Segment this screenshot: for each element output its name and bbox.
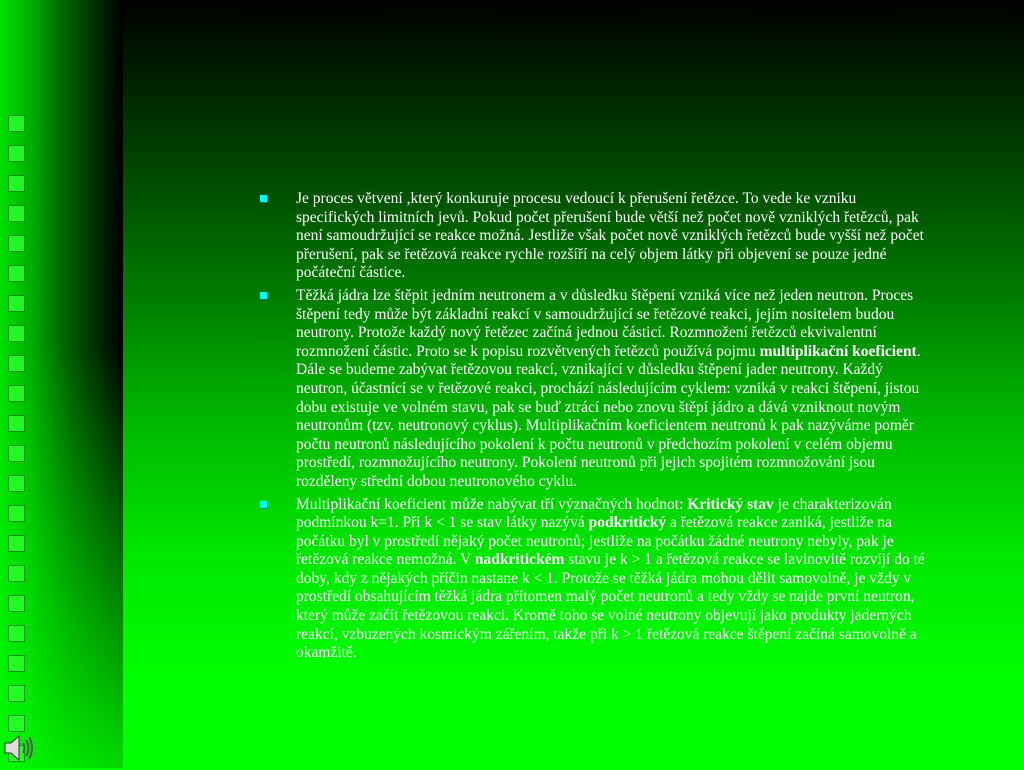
film-square [8, 265, 25, 282]
film-square [8, 175, 25, 192]
film-square [8, 325, 25, 342]
film-square [8, 505, 25, 522]
text-run: Multiplikační koeficient může nabývat tří význačných hodnot: [296, 495, 688, 513]
text-run: . Dále se budeme zabývat řetězovou reakcí, vznikající v důsledku štěpení jader neutrony. Každý neutron, účastnící se v řetězové reakci, prochází následujícím cyklem: vzniká v reakci štěpení, jistou dobu existuje ve volném stavu, pak se buď ztrácí nebo znovu štěpí jádro a dává vzniknout novým neutronům (tzv. neutronový cyklus). Multiplikačním koeficientem neutronů k pak nazýváme poměr počtu neutronů následujícího pokolení k počtu neutronů v předchozím pokolení v celém objemu prostředí, rozmnožujícího neutrony. Pokolení neutronů při jejich spojitém rozmnožování jsou rozděleny střední dobou neutronového cyklu. [296, 342, 921, 490]
bullet-square-icon [260, 501, 267, 508]
film-square [8, 355, 25, 372]
text-run: stavu je k > 1 a řetězová reakce se lavinovitě rozvíjí do té doby, kdy z nějakých příčin nastane k < 1. Protože se těžká jádra mohou dělit samovolně, je vždy v prostředí obsahujícím těžká jádra přítomen malý počet neutronů a tedy vždy se najde první neutron, který může začít řetězovou reakci. Kromě toho se volné neutrony objevují jako produkty jaderných reakcí, vzbuzených kosmickým zářením, takže při k > 1 řetězová reakce štěpení začíná samovolně a okamžitě. [296, 551, 925, 662]
text-run: a řetězová reakce zaniká, jestliže na počátku byl v prostředí nějaký počet neutronů; jestliže na počátku žádné neutrony nebyly, pak je řetězová reakce nemožná. V [296, 514, 894, 569]
bold-term: Kritický stav [687, 495, 774, 513]
film-square [8, 445, 25, 462]
bullet-text [296, 287, 928, 492]
film-square [8, 565, 25, 582]
text-run: Je proces větvení ,který konkuruje procesu vedoucí k přerušení řetězce. To vede ke vzniku specifických limitních jevů. Pokud počet přerušení bude větší než počet nově vzniklých řetězců, pak není samoudržující se reakce možná. Jestliže však počet nově vzniklých řetězců bude vyšší než počet přerušení, pak se řetězová reakce rychle rozšíří na celý objem látky při objevení se pouze jedné počáteční částice. [296, 190, 924, 282]
bold-term: nadkritickém [474, 551, 565, 569]
film-square [8, 715, 25, 732]
film-square [8, 535, 25, 552]
bullet-item [258, 287, 928, 492]
film-square [8, 595, 25, 612]
film-square [8, 625, 25, 642]
bullet-square-icon [260, 195, 267, 202]
film-square [8, 655, 25, 672]
bullet-item [258, 496, 928, 663]
bullet-text [296, 190, 928, 283]
film-square [8, 235, 25, 252]
film-square [8, 385, 25, 402]
text-run: je charakterizován podmínkou k=1. Při k < 1 se stav látky nazývá [296, 495, 892, 532]
bold-term: multiplikační koeficient [759, 342, 917, 360]
film-square [8, 685, 25, 702]
speaker-icon[interactable] [2, 731, 36, 765]
film-square [8, 415, 25, 432]
text-run: Těžká jádra lze štěpit jedním neutronem a v důsledku štěpení vzniká více než jeden neutron. Proces štěpení tedy může být základní reakcí v samoudržující se řetězové reakci, jejím nositelem budou neutrony. Protože každý nový řetězec začíná jednou částicí. Rozmnožení řetězců ekvivalentní rozmnožení částic. Proto se k popisu rozvětvených řetězců používá pojmu [296, 286, 914, 360]
film-square [8, 145, 25, 162]
bullet-item [258, 190, 928, 283]
film-square [8, 475, 25, 492]
bullet-text [296, 496, 928, 663]
bold-term: podkritický [588, 514, 667, 532]
slide-content [258, 190, 928, 667]
film-square [8, 295, 25, 312]
film-strip-decoration [8, 115, 26, 762]
film-square [8, 115, 25, 132]
bullet-square-icon [260, 292, 267, 299]
film-square [8, 205, 25, 222]
